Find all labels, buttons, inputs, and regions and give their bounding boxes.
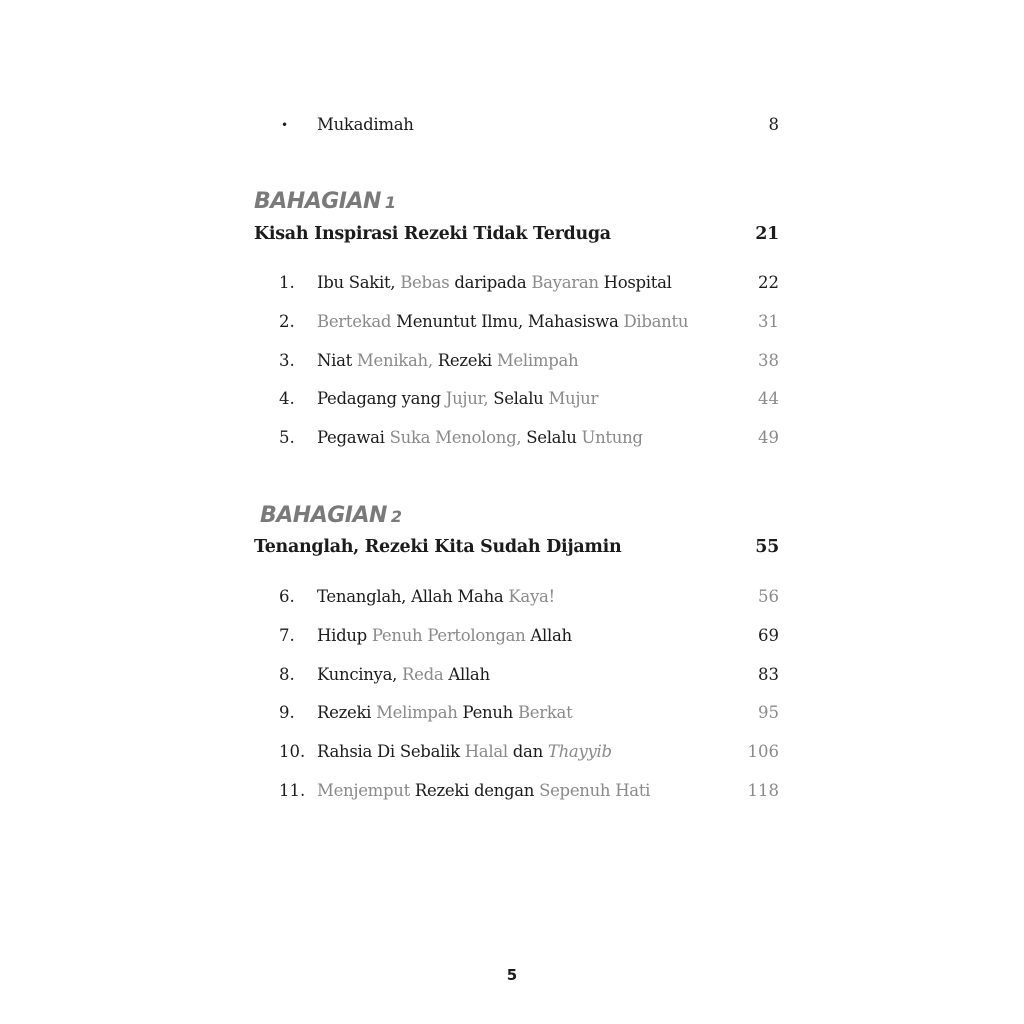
title-segment: daripada: [449, 273, 527, 292]
chapter-number: 9.: [279, 703, 295, 723]
chapter-page-number: 49: [758, 428, 779, 448]
chapter-title: [317, 584, 555, 610]
chapter-number: 10.: [279, 742, 306, 762]
title-segment: Halal: [459, 742, 508, 762]
title-segment: Melimpah: [371, 703, 458, 723]
title-segment: Rezeki: [317, 703, 372, 723]
title-segment: Allah: [525, 625, 572, 645]
chapter-number: 2.: [279, 311, 295, 331]
title-segment: Dibantu: [618, 311, 689, 331]
entry-title: Mukadimah: [317, 115, 414, 134]
toc-entry-chapter[interactable]: [254, 623, 779, 649]
title-segment: Untung: [576, 428, 643, 448]
title-segment: Melimpah: [491, 350, 579, 370]
title-segment: Menuntut Ilmu, Mahasiswa: [391, 311, 619, 331]
title-segment: Penuh Pertolongan: [366, 625, 526, 645]
toc-entry-chapter[interactable]: [254, 386, 779, 412]
title-segment: Berkat: [513, 703, 573, 723]
chapter-page-number: 56: [758, 587, 779, 606]
entry-page-number: 8: [768, 115, 779, 134]
chapter-title: [317, 309, 688, 335]
toc-entry-chapter[interactable]: [254, 739, 779, 765]
chapter-page-number: 83: [758, 664, 779, 684]
bullet-marker: •: [281, 118, 289, 132]
part-label: BAHAGIAN: [254, 189, 381, 214]
title-segment: Niat: [317, 350, 352, 370]
chapter-title: [317, 348, 578, 374]
title-segment: Reda: [397, 664, 444, 684]
chapter-number: 5.: [279, 428, 295, 448]
chapter-number: 3.: [279, 350, 295, 370]
chapter-page-number: 69: [758, 625, 779, 645]
chapter-title: [317, 778, 650, 804]
title-segment: Selalu: [521, 428, 577, 448]
section-title-text: Tenanglah, Rezeki Kita Sudah Dijamin: [254, 537, 622, 557]
toc-entry-mukadimah[interactable]: [254, 112, 779, 138]
chapter-number: 8.: [279, 664, 295, 684]
title-segment: Selalu: [488, 389, 544, 409]
title-segment: Hidup: [317, 625, 367, 645]
toc-entry-chapter[interactable]: [254, 348, 779, 374]
title-segment: Kuncinya,: [317, 664, 398, 684]
toc-entry-chapter[interactable]: [254, 425, 779, 451]
chapter-title: [317, 425, 643, 451]
title-segment: Bayaran: [526, 273, 599, 292]
part-heading-2: [260, 503, 402, 530]
chapter-page-number: 31: [758, 311, 779, 331]
chapter-title: [317, 739, 612, 765]
title-segment: Menjemput: [317, 781, 410, 800]
section-page-number: 55: [755, 537, 779, 557]
chapter-title: [317, 386, 598, 412]
title-segment: Suka Menolong,: [384, 428, 522, 448]
title-segment: Rahsia Di Sebalik: [317, 742, 460, 762]
section-title-text: Kisah Inspirasi Rezeki Tidak Terduga: [254, 224, 611, 244]
chapter-title: [317, 270, 672, 296]
chapter-number: 4.: [279, 389, 295, 409]
part-label: BAHAGIAN: [260, 503, 387, 528]
title-segment: Pedagang yang: [317, 389, 441, 409]
toc-entry-chapter[interactable]: [254, 662, 779, 688]
chapter-number: 11.: [279, 781, 306, 800]
chapter-page-number: 95: [758, 703, 779, 723]
title-segment: Penuh: [457, 703, 514, 723]
title-segment: Allah: [443, 664, 490, 684]
title-segment: Ibu Sakit,: [317, 273, 396, 292]
title-segment: Tenanglah, Allah Maha: [317, 587, 504, 606]
part-heading-1: [254, 189, 396, 216]
toc-entry-chapter[interactable]: [254, 309, 779, 335]
section-title-1[interactable]: [254, 220, 779, 248]
chapter-title: [317, 623, 572, 649]
chapter-page-number: 38: [758, 350, 779, 370]
title-segment: Rezeki dengan: [409, 781, 535, 800]
title-segment: Hospital: [598, 273, 672, 292]
chapter-page-number: 118: [747, 781, 779, 800]
toc-entry-chapter[interactable]: [254, 270, 779, 296]
chapter-page-number: 44: [758, 389, 779, 409]
title-segment: Thayyib: [547, 742, 612, 762]
chapter-page-number: 106: [747, 742, 779, 762]
toc-entry-chapter[interactable]: [254, 700, 779, 726]
chapter-number: 6.: [279, 587, 295, 606]
section-title-2[interactable]: [254, 533, 779, 561]
title-segment: Jujur,: [440, 389, 489, 409]
title-segment: Pegawai: [317, 428, 385, 448]
part-number: 1: [384, 193, 396, 212]
title-segment: Sepenuh Hati: [534, 781, 651, 800]
chapter-title: [317, 700, 572, 726]
title-segment: Bertekad: [317, 311, 392, 331]
title-segment: Bebas: [395, 273, 450, 292]
title-segment: Mujur: [543, 389, 599, 409]
title-segment: dan: [507, 742, 548, 762]
title-segment: Rezeki: [432, 350, 492, 370]
page-folio: 5: [506, 966, 518, 984]
toc-entry-chapter[interactable]: [254, 584, 779, 610]
chapter-page-number: 22: [758, 273, 779, 292]
chapter-number: 7.: [279, 625, 295, 645]
chapter-title: [317, 662, 490, 688]
part-number: 2: [390, 507, 402, 526]
title-segment: Menikah,: [351, 350, 433, 370]
title-segment: Kaya!: [503, 587, 555, 606]
toc-entry-chapter[interactable]: [254, 778, 779, 804]
chapter-number: 1.: [279, 273, 295, 292]
section-page-number: 21: [755, 224, 779, 244]
